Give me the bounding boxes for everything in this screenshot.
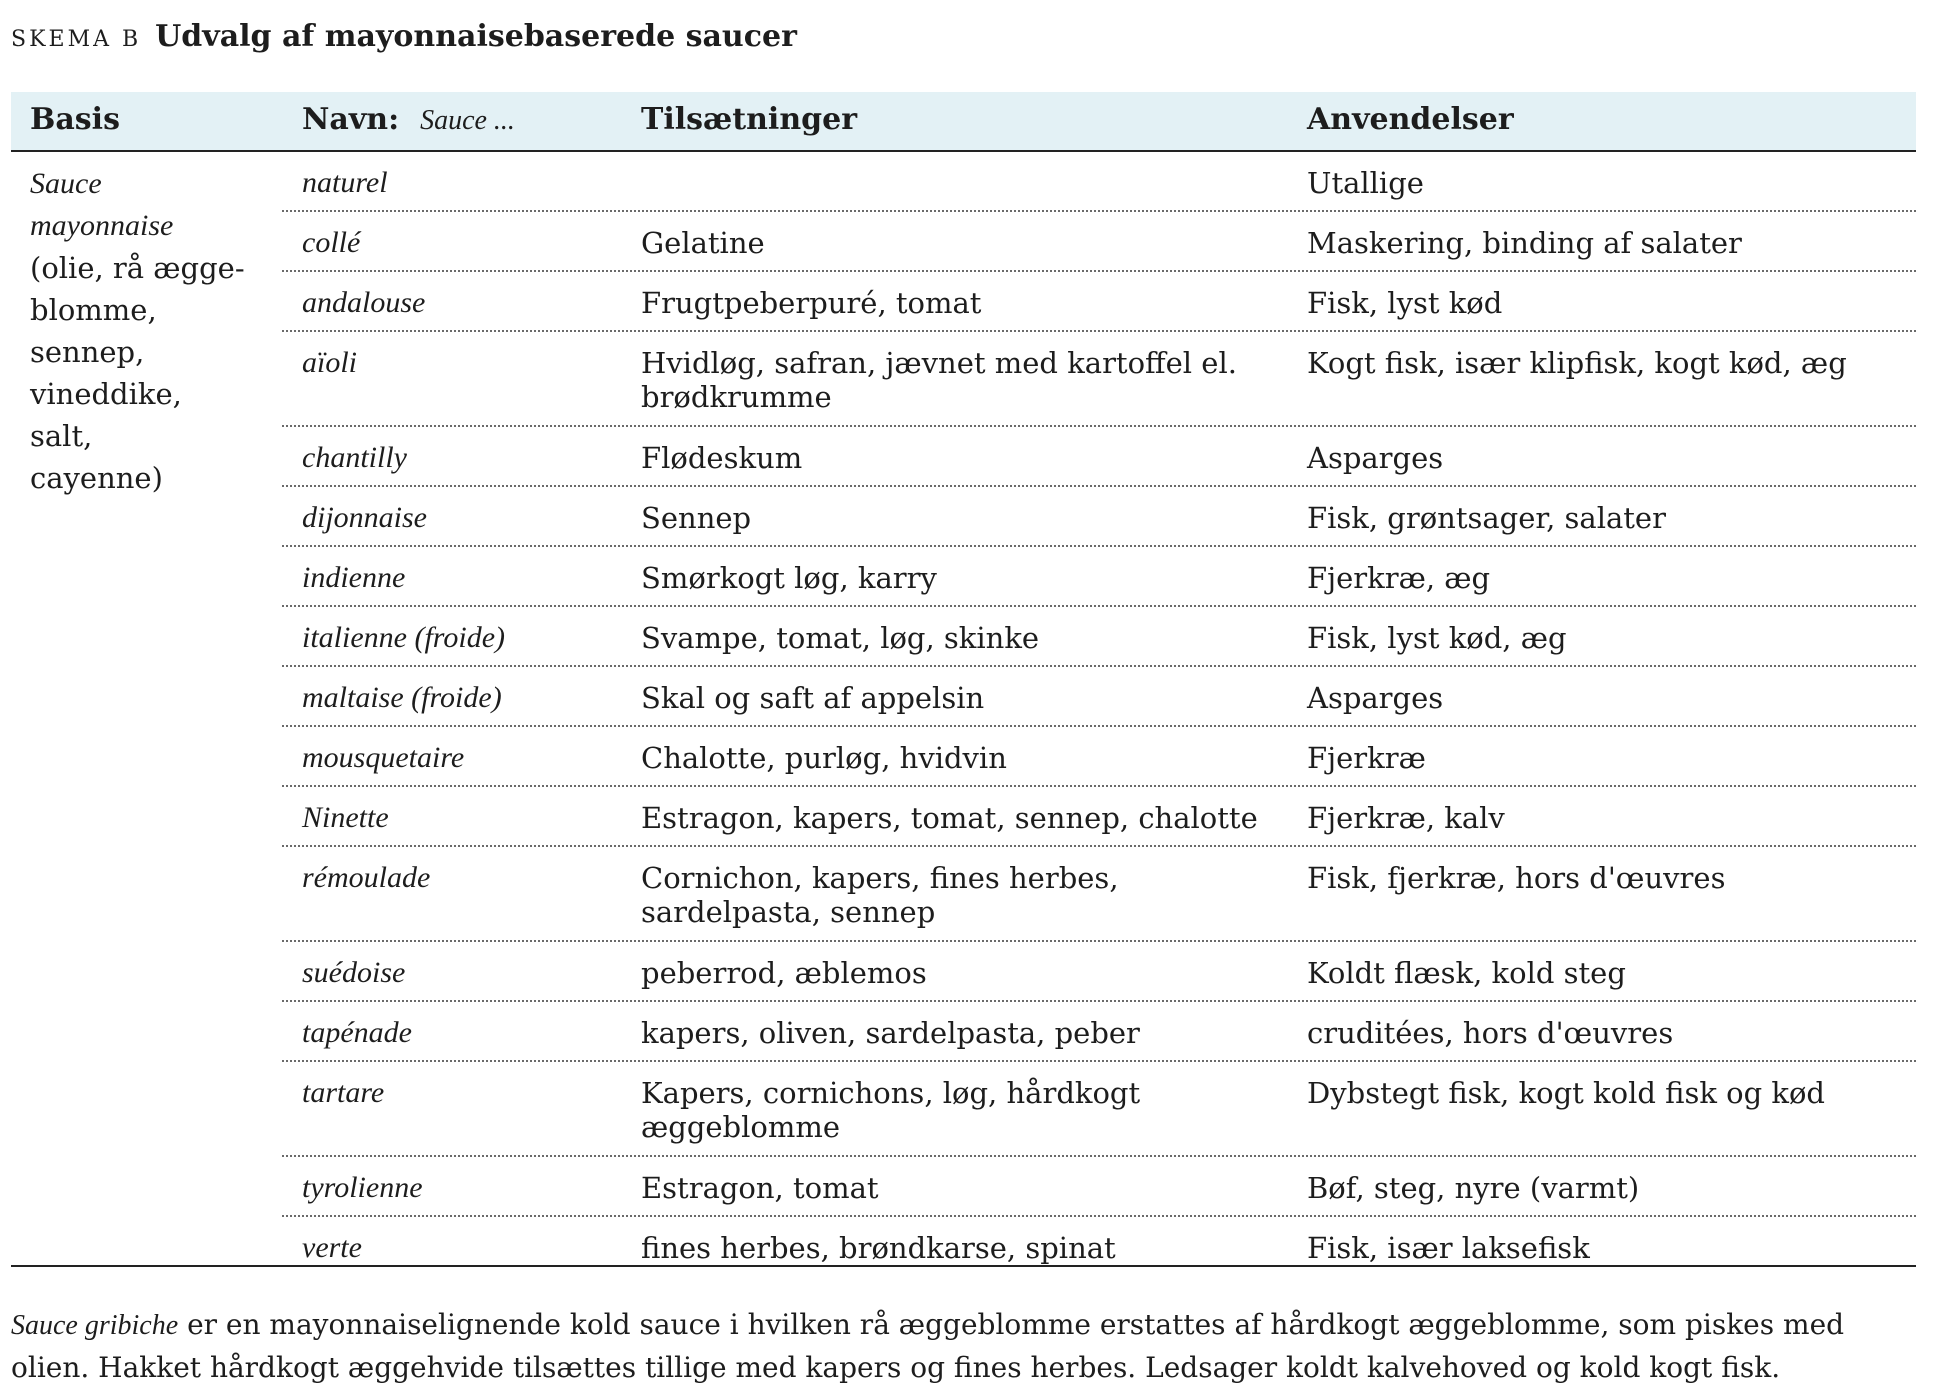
- basis-line: (olie, rå ægge-: [30, 251, 245, 285]
- caption-title: Udvalg af mayonnaisebaserede saucer: [155, 19, 797, 54]
- sauce-additions: Gelatine: [641, 226, 765, 260]
- basis-line: cayenne): [30, 461, 163, 495]
- basis-line: sennep,: [30, 335, 145, 369]
- header-rule: [11, 150, 1916, 152]
- header-uses: Anvendelser: [1307, 102, 1514, 137]
- sauce-name: aïoli: [302, 346, 358, 379]
- footnote: [11, 1304, 1921, 1389]
- sauce-additions: Cornichon, kapers, fines herbes, sardelpasta, sennep: [641, 861, 1119, 929]
- sauce-name: tyrolienne: [302, 1171, 423, 1204]
- row-divider: [282, 425, 1916, 427]
- basis-cell: [30, 163, 245, 499]
- table-row: [282, 1231, 1916, 1265]
- sauce-additions: Sennep: [641, 501, 752, 535]
- sauce-uses: Asparges: [1307, 681, 1444, 715]
- sauce-uses: Fjerkræ, kalv: [1307, 801, 1505, 835]
- sauce-additions: Hvidløg, safran, jævnet med kartoffel el. brødkrumme: [641, 346, 1237, 414]
- sauce-uses: Fisk, lyst kød, æg: [1307, 621, 1567, 655]
- row-divider: [282, 545, 1916, 547]
- sauce-additions: Flødeskum: [641, 441, 803, 475]
- sauce-name: chantilly: [302, 441, 407, 474]
- header-band: [11, 92, 1916, 150]
- basis-line: salt,: [30, 419, 93, 453]
- table-row: [282, 561, 1916, 607]
- row-divider: [282, 485, 1916, 487]
- sauce-additions: Svampe, tomat, løg, skinke: [641, 621, 1040, 655]
- table-row: [282, 1076, 1916, 1157]
- sauce-uses: Bøf, steg, nyre (varmt): [1307, 1171, 1640, 1205]
- sauce-uses: Fisk, grøntsager, salater: [1307, 501, 1666, 535]
- sauce-name: mousquetaire: [302, 741, 465, 774]
- table-row: [282, 681, 1916, 727]
- basis-name-2: mayonnaise: [30, 209, 174, 242]
- row-divider: [282, 270, 1916, 272]
- sauce-additions: Chalotte, purløg, hvidvin: [641, 741, 1007, 775]
- table-row: [282, 346, 1916, 427]
- sauce-additions: Kapers, cornichons, løg, hårdkogt æggeblomme: [641, 1076, 1141, 1144]
- sauce-uses: Dybstegt fisk, kogt kold fisk og kød: [1307, 1076, 1825, 1110]
- table-row: [282, 801, 1916, 847]
- table-row: [282, 861, 1916, 942]
- footnote-term: Sauce gribiche: [11, 1310, 179, 1341]
- table-caption: [11, 18, 797, 54]
- row-divider: [282, 1060, 1916, 1062]
- row-divider: [282, 210, 1916, 212]
- sauce-name: italienne (froide): [302, 621, 505, 654]
- sauce-uses: Utallige: [1307, 166, 1424, 200]
- caption-label: SKEMA B: [11, 27, 142, 52]
- row-divider: [282, 330, 1916, 332]
- basis-line: vineddike,: [30, 377, 182, 411]
- row-divider: [282, 1215, 1916, 1217]
- sauce-uses: Fisk, især laksefisk: [1307, 1231, 1590, 1265]
- row-divider: [282, 940, 1916, 942]
- sauce-additions: kapers, oliven, sardelpasta, peber: [641, 1016, 1140, 1050]
- sauce-name: dijonnaise: [302, 501, 427, 534]
- sauce-additions: Skal og saft af appelsin: [641, 681, 985, 715]
- sauce-name: suédoise: [302, 956, 406, 989]
- table-row: [282, 286, 1916, 332]
- sauce-uses: Fjerkræ: [1307, 741, 1426, 775]
- sauce-additions: Estragon, tomat: [641, 1171, 879, 1205]
- sauce-uses: Fisk, fjerkræ, hors d'œuvres: [1307, 861, 1726, 895]
- sauce-name: indienne: [302, 561, 406, 594]
- row-divider: [282, 665, 1916, 667]
- header-name: [302, 102, 515, 137]
- basis-line: blomme,: [30, 293, 157, 327]
- sauce-additions: Frugtpeberpuré, tomat: [641, 286, 982, 320]
- sauce-name: andalouse: [302, 286, 426, 319]
- table-row: [282, 956, 1916, 1002]
- basis-name-1: Sauce: [30, 167, 102, 200]
- sauce-uses: Kogt fisk, især klipfisk, kogt kød, æg: [1307, 346, 1847, 380]
- sauce-name: naturel: [302, 166, 388, 199]
- table-row: [282, 1171, 1916, 1217]
- row-divider: [282, 785, 1916, 787]
- sauce-name: Ninette: [302, 801, 389, 834]
- row-divider: [282, 1000, 1916, 1002]
- sauce-additions: fines herbes, brøndkarse, spinat: [641, 1231, 1116, 1265]
- sauce-name: rémoulade: [302, 861, 431, 894]
- sauce-uses: Asparges: [1307, 441, 1444, 475]
- table-bottom-rule: [11, 1265, 1916, 1267]
- header-name-label: Navn:: [302, 102, 400, 137]
- sauce-name: tapénade: [302, 1016, 412, 1049]
- sauce-uses: cruditées, hors d'œuvres: [1307, 1016, 1674, 1050]
- footnote-text: er en mayonnaiselignende kold sauce i hvilken rå æggeblomme erstattes af hårdkogt æggeblomme, som piskes med olien. Hakket hårdkogt æggehvide tilsættes tillige med kapers og fines herbes. Ledsager koldt kalvehoved og kold kogt fisk.: [11, 1308, 1845, 1384]
- sauce-uses: Fjerkræ, æg: [1307, 561, 1491, 595]
- sauce-name: collé: [302, 226, 361, 259]
- header-additions: Tilsætninger: [641, 102, 858, 137]
- sauce-uses: Fisk, lyst kød: [1307, 286, 1503, 320]
- sauce-additions: Smørkogt løg, karry: [641, 561, 937, 595]
- sauce-uses: Koldt flæsk, kold steg: [1307, 956, 1626, 990]
- table-row: [282, 226, 1916, 272]
- sauce-additions: peberrod, æblemos: [641, 956, 927, 990]
- table-row: [282, 441, 1916, 487]
- row-divider: [282, 1155, 1916, 1157]
- sauce-uses: Maskering, binding af salater: [1307, 226, 1742, 260]
- sauce-name: maltaise (froide): [302, 681, 502, 714]
- sauce-name: tartare: [302, 1076, 385, 1109]
- header-basis: Basis: [30, 102, 120, 137]
- row-divider: [282, 725, 1916, 727]
- header-name-suffix: Sauce ...: [420, 105, 515, 136]
- table-row: [282, 1016, 1916, 1062]
- table-row: [282, 166, 1916, 212]
- sauce-additions: Estragon, kapers, tomat, sennep, chalotte: [641, 801, 1258, 835]
- table-row: [282, 741, 1916, 787]
- table-row: [282, 501, 1916, 547]
- sauce-name: verte: [302, 1231, 362, 1264]
- row-divider: [282, 605, 1916, 607]
- table-row: [282, 621, 1916, 667]
- row-divider: [282, 845, 1916, 847]
